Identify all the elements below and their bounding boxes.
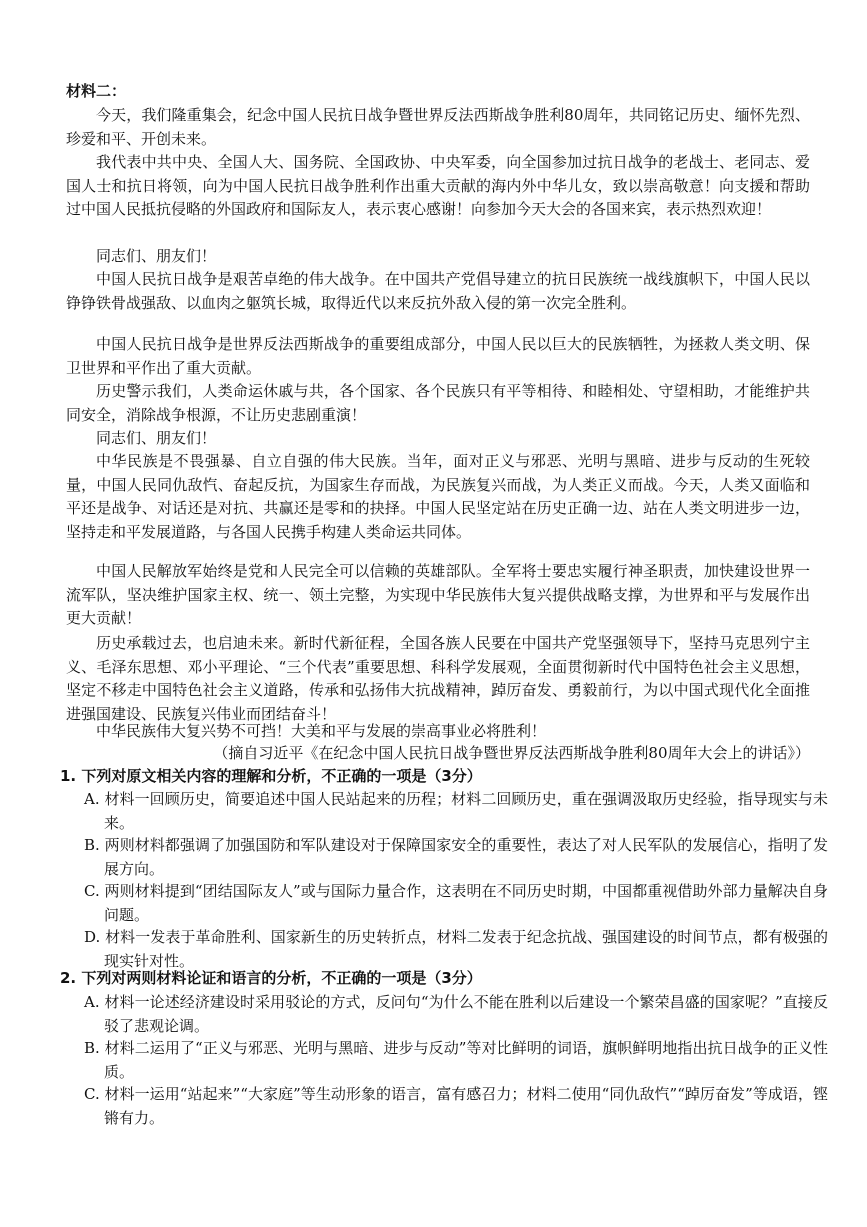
- paragraph: 历史承载过去，也启迪未来。新时代新征程，全国各族人民要在中国共产党坚强领导下，坚持马克思列宁主义、毛泽东思想、邓小平理论、“三个代表”重要思想、科科学发展观，全面贯彻新时代中国特色社会主义思想，坚定不移走中国特色社会主义道路，传承和弘扬伟大抗战精神，踔厉奋发、勇毅前行，为以中国式现代化全面推进强国建设、民族复兴伟业而团结奋斗！: [66, 634, 810, 723]
- source-citation: （摘自习近平《在纪念中国人民抗日战争暨世界反法西斯战争胜利80周年大会上的讲话》）: [213, 744, 810, 762]
- paragraph: 中华民族伟大复兴势不可挡！大美和平与发展的崇高事业必将胜利！: [96, 722, 547, 740]
- paragraph: 我代表中共中央、全国人大、国务院、全国政协、中央军委，向全国参加过抗日战争的老战士、老同志、爱国人士和抗日将领，向为中国人民抗日战争胜利作出重大贡献的海内外中华儿女，致以崇高敬意！向支援和帮助过中国人民抵抗侵略的外国政府和国际友人，表示衷心感谢！向参加今天大会的各国来宾，表示热烈欢迎！: [66, 153, 810, 219]
- question-option: B. 材料二运用了“正义与邪恶、光明与黑暗、进步与反动”等对比鲜明的词语，旗帜鲜明地指出抗日战争的正义性质。: [84, 1039, 828, 1081]
- paragraph: 同志们、朋友们！: [96, 247, 217, 265]
- question-option: A. 材料一回顾历史，简要追述中国人民站起来的历程；材料二回顾历史，重在强调汲取历史经验，指导现实与未来。: [84, 790, 828, 832]
- question-option: A. 材料一论述经济建设时采用驳论的方式，反问句“为什么不能在胜利以后建设一个繁荣昌盛的国家呢？”直接反驳了悲观论调。: [84, 993, 828, 1035]
- question-option: C. 材料一运用“站起来”“大家庭”等生动形象的语言，富有感召力；材料二使用“同仇敌忾”“踔厉奋发”等成语，铿锵有力。: [84, 1085, 828, 1127]
- paragraph: 历史警示我们，人类命运休戚与共，各个国家、各个民族只有平等相待、和睦相处、守望相助，才能维护共同安全，消除战争根源，不让历史悲剧重演！: [66, 382, 810, 424]
- question-option: B. 两则材料都强调了加强国防和军队建设对于保障国家安全的重要性，表达了对人民军队的发展信心，指明了发展方向。: [84, 836, 828, 878]
- question-option: C. 两则材料提到“团结国际友人”或与国际力量合作，这表明在不同历史时期，中国都重视借助外部力量解决自身问题。: [84, 882, 828, 924]
- paragraph: 中国人民抗日战争是世界反法西斯战争的重要组成部分，中国人民以巨大的民族牺牲，为拯救人类文明、保卫世界和平作出了重大贡献。: [66, 335, 810, 377]
- paragraph: 同志们、朋友们！: [96, 429, 217, 447]
- paragraph: 中国人民解放军始终是党和人民完全可以信赖的英雄部队。全军将士要忠实履行神圣职责，加快建设世界一流军队，坚决维护国家主权、统一、领土完整，为实现中华民族伟大复兴提供战略支撑，为世界和平与发展作出更大贡献！: [66, 562, 810, 628]
- paragraph: 中华民族是不畏强暴、自立自强的伟大民族。当年，面对正义与邪恶、光明与黑暗、进步与反动的生死较量，中国人民同仇敌忾、奋起反抗，为国家生存而战，为民族复兴而战，为人类正义而战。今天，人类又面临和平还是战争、对话还是对抗、共赢还是零和的抉择。中国人民坚定站在历史正确一边、站在人类文明进步一边，坚持走和平发展道路，与各国人民携手构建人类命运共同体。: [66, 452, 810, 541]
- paragraph: 中国人民抗日战争是艰苦卓绝的伟大战争。在中国共产党倡导建立的抗日民族统一战线旗帜下，中国人民以铮铮铁骨战强敌、以血肉之躯筑长城，取得近代以来反抗外敌入侵的第一次完全胜利。: [66, 270, 810, 312]
- paragraph: 今天，我们隆重集会，纪念中国人民抗日战争暨世界反法西斯战争胜利80周年，共同铭记历史、缅怀先烈、珍爱和平、开创未来。: [66, 106, 810, 148]
- question-option: D. 材料一发表于革命胜利、国家新生的历史转折点，材料二发表于纪念抗战、强国建设的时间节点，都有极强的现实针对性。: [84, 928, 828, 970]
- material-heading: 材料二：: [66, 82, 127, 100]
- question-stem: 1. 下列对原文相关内容的理解和分析，不正确的一项是（3分）: [60, 767, 482, 785]
- question-stem: 2. 下列对两则材料论证和语言的分析，不正确的一项是（3分）: [60, 969, 482, 987]
